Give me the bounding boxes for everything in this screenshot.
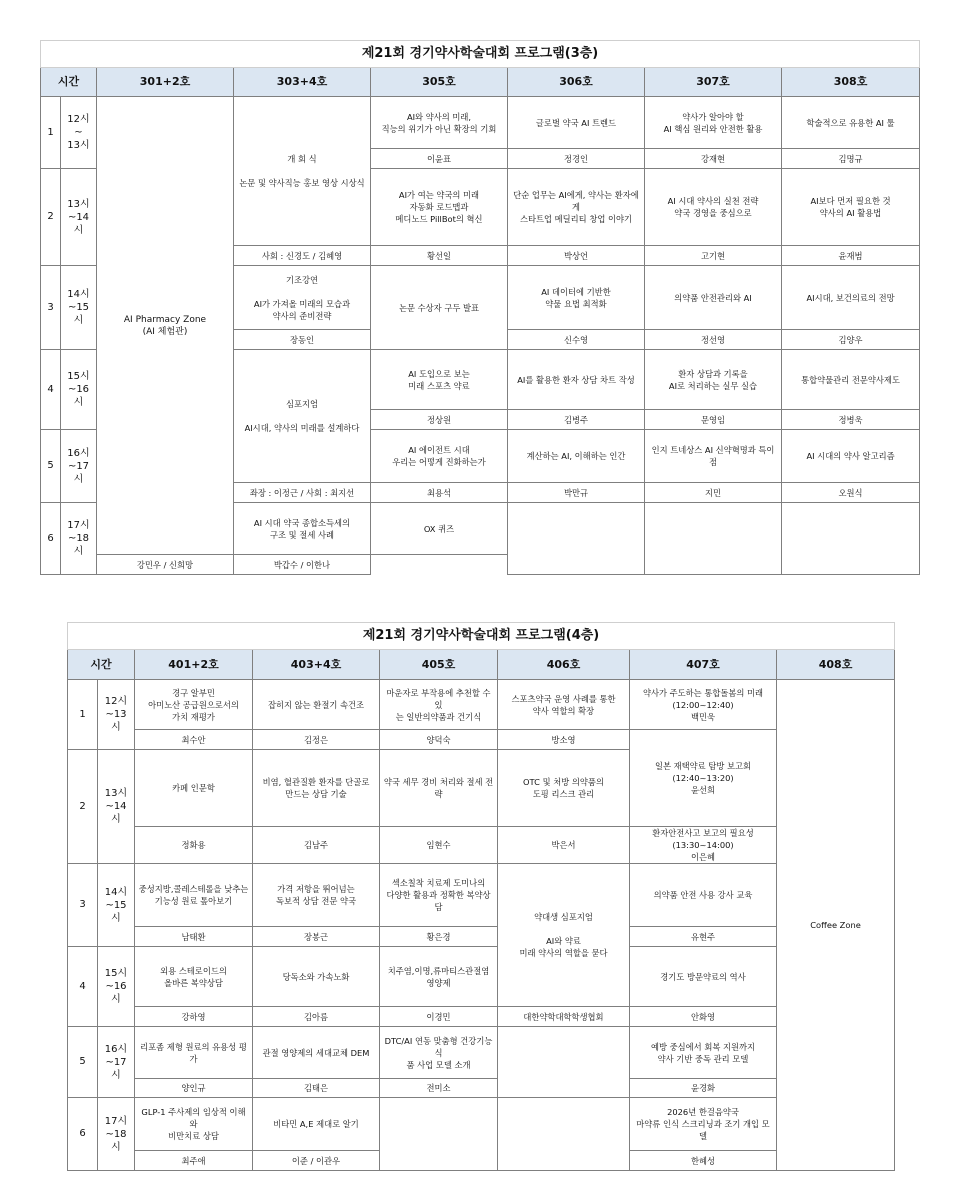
session-topic: 잡히지 않는 환절기 속건조 <box>253 680 380 730</box>
session-topic: 약사가 알아야 할 AI 핵심 원리와 안전한 활용 <box>645 97 782 149</box>
session-speaker: 한혜성 <box>630 1151 777 1171</box>
session-topic: OTC 및 처방 의약품의 도핑 리스크 관리 <box>498 750 630 827</box>
session-speaker: 정병욱 <box>782 410 920 430</box>
session-speaker: 정상원 <box>371 410 508 430</box>
session-speaker: 박갑수 / 이한나 <box>234 555 371 575</box>
period-number: 4 <box>68 947 98 1027</box>
period-number: 5 <box>68 1027 98 1098</box>
period-time: 16시 ~17시 <box>98 1027 135 1098</box>
header-room-308: 308호 <box>782 68 920 97</box>
period-time: 15시 ~16시 <box>98 947 135 1027</box>
session-speaker: 박상언 <box>508 246 645 266</box>
session-topic: 약사가 주도하는 통합돌봄의 미래 (12:00~12:40) 백민욱 <box>630 680 777 730</box>
session-topic: AI 시대의 약사 알고리즘 <box>782 430 920 483</box>
session-speaker: 김태은 <box>253 1079 380 1098</box>
period-number: 1 <box>41 97 61 169</box>
session-topic: 일본 재택약료 탐방 보고회 (12:40~13:20) 윤선희 <box>630 730 777 827</box>
session-speaker: 강재현 <box>645 149 782 169</box>
session-topic: AI시대, 보건의료의 전망 <box>782 266 920 330</box>
period-number: 3 <box>41 266 61 350</box>
session-topic: 예방 중심에서 회복 지원까지 약사 기반 중독 관리 모델 <box>630 1027 777 1079</box>
session-topic: AI를 활용한 환자 상담 차트 작성 <box>508 350 645 410</box>
session-speaker: 강하영 <box>135 1007 253 1027</box>
period-number: 3 <box>68 864 98 947</box>
symposium-host: 좌장 : 이정근 / 사회 : 최지선 <box>234 483 371 503</box>
session-speaker: 이경민 <box>380 1007 498 1027</box>
session-speaker: 임현수 <box>380 827 498 864</box>
session-speaker: 김양우 <box>782 330 920 350</box>
session-topic: 의약품 안전관리와 AI <box>645 266 782 330</box>
header-room-301: 301+2호 <box>97 68 234 97</box>
header-room-306: 306호 <box>508 68 645 97</box>
session-topic: 가격 저항을 뛰어넘는 독보적 상담 전문 약국 <box>253 864 380 927</box>
session-topic: 섹소칠착 치료제 도미나의 다양한 활용과 정확한 복약상담 <box>380 864 498 927</box>
session-speaker: 최주애 <box>135 1151 253 1171</box>
session-topic: 경구 알부민 아미노산 공급원으로서의 가치 재평가 <box>135 680 253 730</box>
session-topic: 의약품 안전 사용 강사 교육 <box>630 864 777 927</box>
header-room-405: 405호 <box>380 650 498 680</box>
session-topic: 마운자로 부작용에 추천할 수 있 는 일반의약품과 건기식 <box>380 680 498 730</box>
session-topic: 통합약물관리 전문약사제도 <box>782 350 920 410</box>
floor3-schedule-table <box>40 40 920 575</box>
empty-cell <box>498 1027 630 1098</box>
session-speaker: 최용석 <box>371 483 508 503</box>
session-speaker: 윤재범 <box>782 246 920 266</box>
session-speaker: 오원식 <box>782 483 920 503</box>
keynote-lecture: 기조강연 AI가 가져올 미래의 모습과 약사의 준비전략 <box>234 266 371 330</box>
session-speaker: 남태환 <box>135 927 253 947</box>
session-speaker: 이준 / 이관우 <box>253 1151 380 1171</box>
session-speaker: 김명규 <box>782 149 920 169</box>
session-topic: AI와 약사의 미래, 직능의 위기가 아닌 확장의 기회 <box>371 97 508 149</box>
session-topic: AI 데이터에 기반한 약물 요법 최적화 <box>508 266 645 330</box>
session-topic: 스포츠약국 운영 사례를 통한 약사 역할의 확장 <box>498 680 630 730</box>
session-topic: 리포좀 제형 원료의 유용성 평가 <box>135 1027 253 1079</box>
session-speaker: 신수영 <box>508 330 645 350</box>
session-topic: 글로벌 약국 AI 트렌드 <box>508 97 645 149</box>
keynote-speaker: 장동인 <box>234 330 371 350</box>
session-topic: AI보다 먼저 필요한 것 약사의 AI 활용법 <box>782 169 920 246</box>
header-room-303: 303+4호 <box>234 68 371 97</box>
session-speaker: 황선일 <box>371 246 508 266</box>
session-topic: 2026년 한걸음약국 마약류 인식 스크리닝과 조기 개입 모델 <box>630 1098 777 1151</box>
period-number: 1 <box>68 680 98 750</box>
symposium: 심포지엄 AI시대, 약사의 미래를 설계하다 <box>234 350 371 483</box>
session-topic: 계산하는 AI, 이해하는 인간 <box>508 430 645 483</box>
session-speaker: 문영임 <box>645 410 782 430</box>
session-topic: 외용 스테로이드의 올바른 복약상담 <box>135 947 253 1007</box>
session-speaker: 고기현 <box>645 246 782 266</box>
session-speaker: 양인규 <box>135 1079 253 1098</box>
session-topic: AI 에이전트 시대 우리는 어떻게 진화하는가 <box>371 430 508 483</box>
session-topic: AI 시대 약국 종합소득세의 구조 및 절세 사례 <box>234 503 371 555</box>
period-time: 13시 ~14시 <box>98 750 135 864</box>
period-number: 2 <box>41 169 61 266</box>
period-number: 2 <box>68 750 98 864</box>
session-topic: DTC/AI 연동 맞춤형 건강기능식 품 사업 모델 소개 <box>380 1027 498 1079</box>
header-room-307: 307호 <box>645 68 782 97</box>
header-room-407: 407호 <box>630 650 777 680</box>
period-number: 6 <box>68 1098 98 1171</box>
period-time: 15시 ~16시 <box>61 350 97 430</box>
empty-cell <box>380 1098 498 1171</box>
session-speaker: 유현주 <box>630 927 777 947</box>
period-time: 14시 ~15시 <box>98 864 135 947</box>
opening-host: 사회 : 신경도 / 김혜영 <box>234 246 371 266</box>
session-topic: 인지 트네상스 AI 신약혁명과 특이점 <box>645 430 782 483</box>
period-time: 17시 ~18시 <box>98 1098 135 1171</box>
session-speaker: 윤경화 <box>630 1079 777 1098</box>
session-speaker: 김병주 <box>508 410 645 430</box>
period-time: 12시 ~13시 <box>98 680 135 750</box>
empty-cell <box>498 1098 630 1171</box>
floor3-title: 제21회 경기약사학술대회 프로그램(3층) <box>41 41 920 68</box>
session-speaker: 김정은 <box>253 730 380 750</box>
session-speaker: 김남주 <box>253 827 380 864</box>
session-speaker: 강민우 / 신희망 <box>97 555 234 575</box>
opening-ceremony: 개 회 식 논문 및 약사직능 홍보 영상 시상식 <box>234 97 371 246</box>
session-speaker: 이윤표 <box>371 149 508 169</box>
session-topic: OX 퀴즈 <box>371 503 508 555</box>
empty-cell <box>782 503 920 575</box>
empty-cell <box>645 503 782 575</box>
session-topic: 학술적으로 유용한 AI 툴 <box>782 97 920 149</box>
period-number: 4 <box>41 350 61 430</box>
session-topic: AI 시대 약사의 실천 전략 약국 경영을 중심으로 <box>645 169 782 246</box>
period-number: 6 <box>41 503 61 575</box>
session-topic: 치주염,이명,류마티스관절염 영양제 <box>380 947 498 1007</box>
session-speaker: 장봉근 <box>253 927 380 947</box>
session-speaker: 최수안 <box>135 730 253 750</box>
session-speaker: 황은경 <box>380 927 498 947</box>
header-room-408: 408호 <box>777 650 895 680</box>
header-room-403: 403+4호 <box>253 650 380 680</box>
header-time: 시간 <box>68 650 135 680</box>
header-room-401: 401+2호 <box>135 650 253 680</box>
session-speaker: 전미소 <box>380 1079 498 1098</box>
session-topic: 당독소와 가속노화 <box>253 947 380 1007</box>
session-topic: AI 도입으로 보는 미래 스포츠 약료 <box>371 350 508 410</box>
session-topic: 카페 인문학 <box>135 750 253 827</box>
ai-pharmacy-zone: AI Pharmacy Zone (AI 체험관) <box>97 97 234 555</box>
session-speaker: 박은서 <box>498 827 630 864</box>
session-topic: 환자 상담과 기록을 AI로 처리하는 실무 실습 <box>645 350 782 410</box>
session-speaker: 방소영 <box>498 730 630 750</box>
floor4-title: 제21회 경기약사학술대회 프로그램(4층) <box>68 623 895 650</box>
period-time: 17시 ~18시 <box>61 503 97 575</box>
session-topic: 환자안전사고 보고의 필요성 (13:30~14:00) 이은혜 <box>630 827 777 864</box>
student-symposium: 약대생 심포지엄 AI와 약료 미래 약사의 역할을 묻다 <box>498 864 630 1007</box>
header-room-406: 406호 <box>498 650 630 680</box>
floor4-schedule-table <box>67 622 895 1171</box>
session-speaker: 김아름 <box>253 1007 380 1027</box>
header-time: 시간 <box>41 68 97 97</box>
period-time: 13시 ~14시 <box>61 169 97 266</box>
session-topic: 논문 수상자 구두 발표 <box>371 266 508 350</box>
session-topic: 중성지방,콜레스테롤을 낮추는 기능성 원료 톺아보기 <box>135 864 253 927</box>
period-time: 14시 ~15시 <box>61 266 97 350</box>
period-time: 12시~ 13시 <box>61 97 97 169</box>
empty-cell <box>508 503 645 575</box>
coffee-zone: Coffee Zone <box>777 680 895 1171</box>
session-speaker: 안화영 <box>630 1007 777 1027</box>
session-topic: 약국 세무 경비 처리와 절세 전략 <box>380 750 498 827</box>
session-speaker: 대한약학대학학생협회 <box>498 1007 630 1027</box>
session-speaker: 지민 <box>645 483 782 503</box>
session-topic: 비타민 A,E 제대로 알기 <box>253 1098 380 1151</box>
period-time: 16시 ~17시 <box>61 430 97 503</box>
session-speaker: 박만규 <box>508 483 645 503</box>
session-speaker: 정화용 <box>135 827 253 864</box>
period-number: 5 <box>41 430 61 503</box>
session-topic: 단순 업무는 AI에게, 약사는 환자에게 스타트업 메딜리티 창업 이야기 <box>508 169 645 246</box>
session-topic: GLP-1 주사제의 임상적 이해와 비만치료 상담 <box>135 1098 253 1151</box>
session-speaker: 양덕숙 <box>380 730 498 750</box>
header-room-305: 305호 <box>371 68 508 97</box>
session-topic: AI가 여는 약국의 미래 자동화 로드맵과 메디노드 PillBot의 혁신 <box>371 169 508 246</box>
session-speaker: 정선영 <box>645 330 782 350</box>
session-speaker: 정경인 <box>508 149 645 169</box>
session-topic: 경기도 방문약료의 역사 <box>630 947 777 1007</box>
session-topic: 관절 영양제의 세대교체 DEM <box>253 1027 380 1079</box>
session-topic: 비염, 혈관질환 환자를 단골로 만드는 상담 기술 <box>253 750 380 827</box>
